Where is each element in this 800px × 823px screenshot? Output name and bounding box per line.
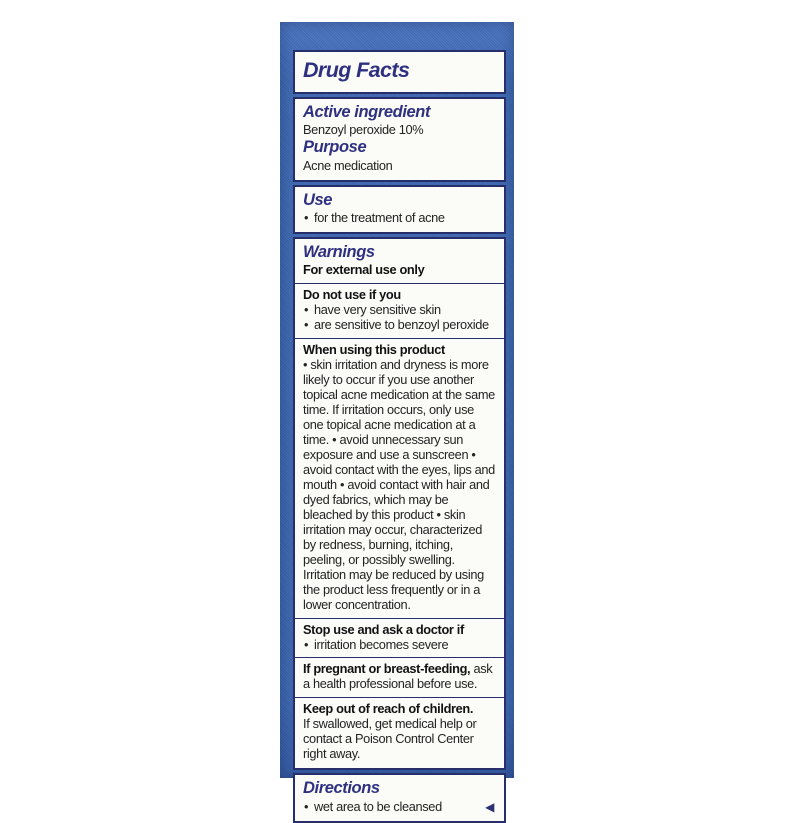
drug-facts-title-card xyxy=(293,50,506,94)
use-card xyxy=(293,185,506,234)
section-divider xyxy=(295,657,504,658)
product-box-panel xyxy=(280,22,514,815)
stop-use-bullet: • irritation becomes severe xyxy=(303,638,496,653)
section-divider xyxy=(295,338,504,339)
continue-arrow-icon: ◀ xyxy=(485,800,494,815)
do-not-use-heading: Do not use if you xyxy=(303,287,401,303)
directions-row xyxy=(303,800,496,815)
directions-card xyxy=(293,773,506,822)
external-use-line: For external use only xyxy=(303,262,425,278)
section-divider xyxy=(295,283,504,284)
when-using-heading: When using this product xyxy=(303,342,445,358)
active-ingredient-card xyxy=(293,97,506,182)
do-not-use-bullet: • are sensitive to benzoyl peroxide xyxy=(303,318,496,333)
keep-out-rest: If swallowed, get medical help or contact a Poison Control Center right away. xyxy=(303,716,477,762)
stop-use-heading: Stop use and ask a doctor if xyxy=(303,621,464,637)
pregnant-rest: ask a health professional before use. xyxy=(303,661,493,692)
section-divider xyxy=(295,618,504,619)
use-heading: Use xyxy=(303,190,333,209)
keep-out-heading: Keep out of reach of children. xyxy=(303,701,474,717)
pregnant-bold: If pregnant or breast-feeding, xyxy=(303,661,471,677)
when-using-body: • skin irritation and dryness is more likely to occur if you use another topical acne medication at the same time. If irritation occurs, only use one topical acne medication at a time. • avoid unnecessary sun exposure and use a sunscreen • avoid contact with the eyes, lips and mouth • avoid contact with hair and dyed fabrics, which may be bleached by this product • skin irritation may occur, characterized by redness, burning, itching, peeling, or possibly swelling. Irritation may be reduced by using the product less frequently or in a lower concentration. xyxy=(303,357,495,612)
do-not-use-bullet: • have very sensitive skin xyxy=(303,303,496,318)
warnings-card xyxy=(293,237,506,770)
drug-facts-title: Drug Facts xyxy=(303,58,410,82)
directions-bullet: • wet area to be cleansed xyxy=(303,800,442,815)
active-ingredient-heading: Active ingredient xyxy=(303,103,431,122)
drug-facts-label xyxy=(293,50,506,823)
purpose-heading: Purpose xyxy=(303,138,367,157)
active-ingredient-value: Benzoyl peroxide 10% xyxy=(303,122,424,138)
pregnant-line xyxy=(303,662,496,692)
directions-heading: Directions xyxy=(303,779,380,798)
use-bullet: • for the treatment of acne xyxy=(303,211,496,226)
purpose-value: Acne medication xyxy=(303,157,393,173)
warnings-heading: Warnings xyxy=(303,242,375,261)
section-divider xyxy=(295,697,504,698)
